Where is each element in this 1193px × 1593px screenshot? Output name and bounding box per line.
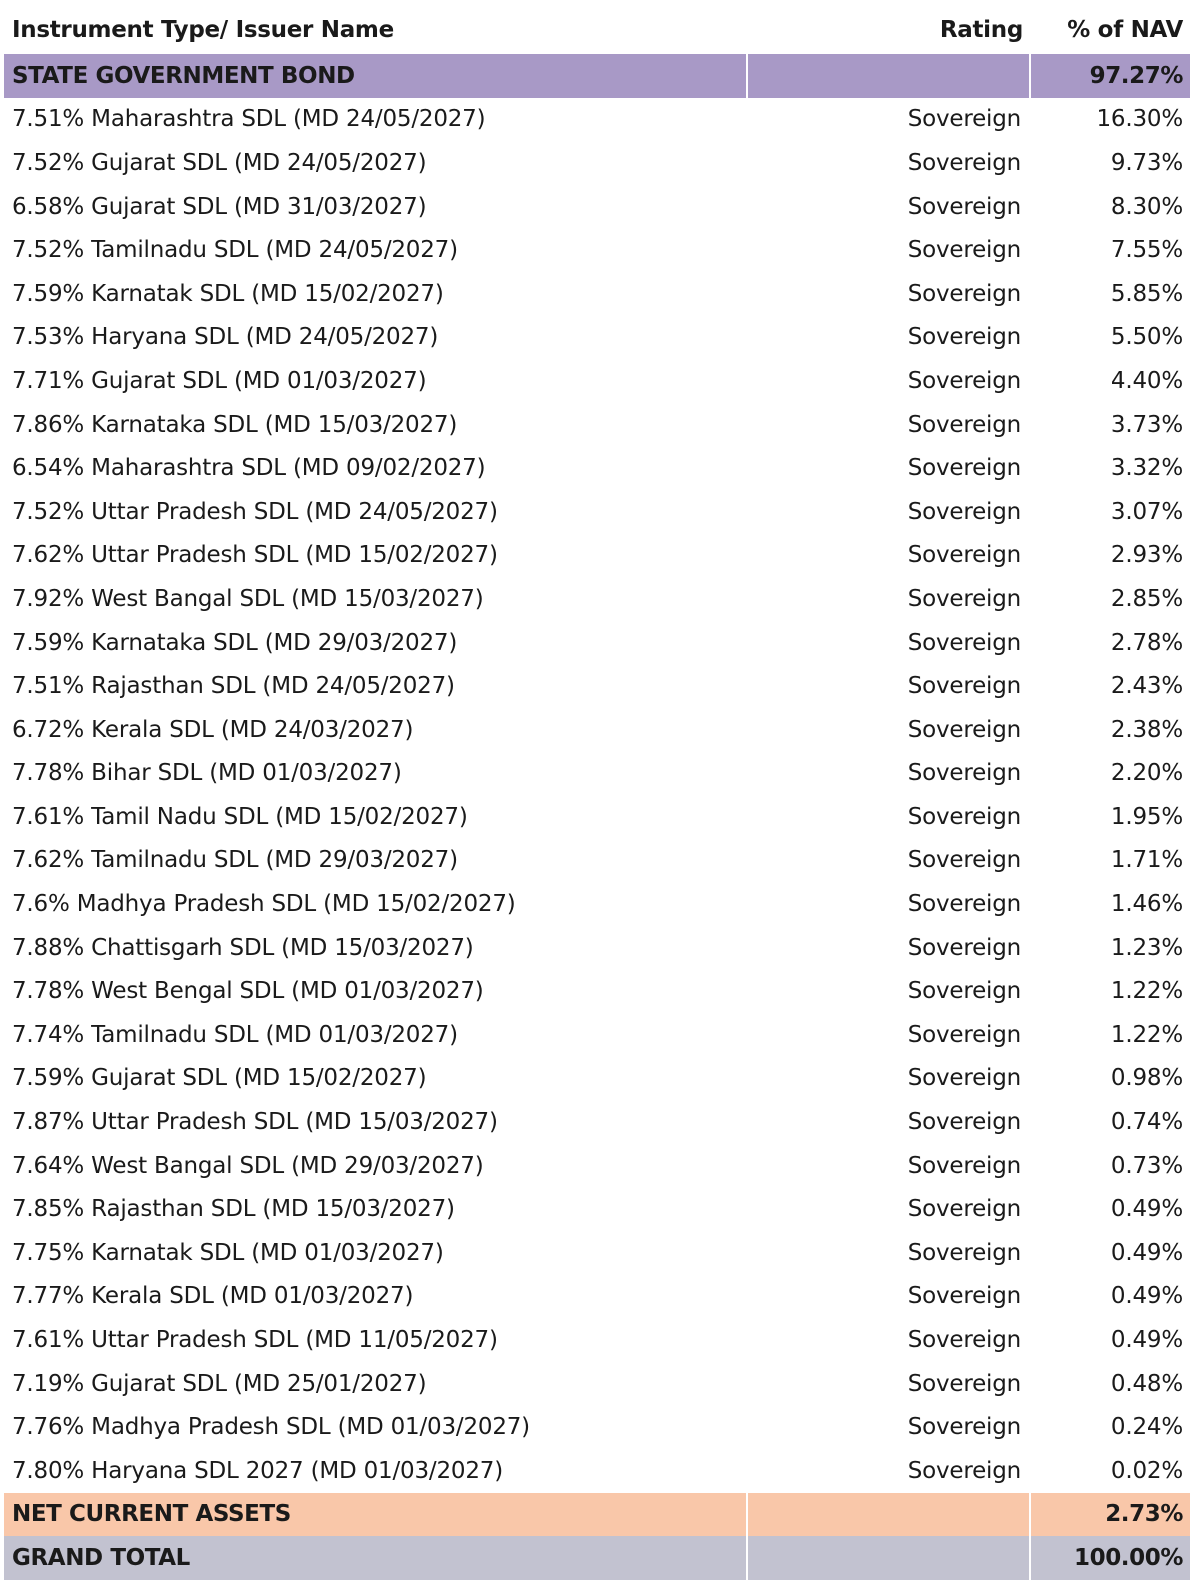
holding-nav: 1.71% <box>1110 847 1183 874</box>
holding-rating: Sovereign <box>907 585 1021 612</box>
holding-nav: 5.50% <box>1110 324 1183 351</box>
holding-nav: 1.23% <box>1110 934 1183 961</box>
holding-rating: Sovereign <box>907 498 1021 525</box>
holding-nav: 0.49% <box>1110 1327 1183 1354</box>
holding-rating: Sovereign <box>907 1196 1021 1223</box>
net-current-assets-rating <box>748 1493 1031 1537</box>
holding-rating: Sovereign <box>907 891 1021 918</box>
holding-rating: Sovereign <box>907 1021 1021 1048</box>
holding-name: 7.76% Madhya Pradesh SDL (MD 01/03/2027) <box>12 1414 530 1441</box>
holding-name: 6.58% Gujarat SDL (MD 31/03/2027) <box>12 193 427 220</box>
holding-rating: Sovereign <box>907 237 1021 264</box>
grand-total-label: GRAND TOTAL <box>4 1536 748 1580</box>
holding-name: 7.64% West Bangal SDL (MD 29/03/2027) <box>12 1152 484 1179</box>
holding-rating: Sovereign <box>907 411 1021 438</box>
table-row <box>4 403 1190 447</box>
table-row <box>4 359 1190 403</box>
holding-name: 7.51% Maharashtra SDL (MD 24/05/2027) <box>12 106 486 133</box>
holding-nav: 2.20% <box>1110 760 1183 787</box>
holding-rating: Sovereign <box>907 934 1021 961</box>
holding-name: 6.72% Kerala SDL (MD 24/03/2027) <box>12 716 414 743</box>
holding-rating: Sovereign <box>907 106 1021 133</box>
holding-nav: 0.73% <box>1110 1152 1183 1179</box>
table-row <box>4 926 1190 970</box>
holding-rating: Sovereign <box>907 455 1021 482</box>
table-row <box>4 1013 1190 1057</box>
holding-rating: Sovereign <box>907 1414 1021 1441</box>
holding-rating: Sovereign <box>907 1457 1021 1484</box>
holding-nav: 0.24% <box>1110 1414 1183 1441</box>
holding-rating: Sovereign <box>907 1065 1021 1092</box>
holding-nav: 9.73% <box>1110 149 1183 176</box>
holding-name: 7.6% Madhya Pradesh SDL (MD 15/02/2027) <box>12 891 516 918</box>
holding-name: 7.75% Karnatak SDL (MD 01/03/2027) <box>12 1239 444 1266</box>
holding-rating: Sovereign <box>907 542 1021 569</box>
table-row <box>4 1405 1190 1449</box>
holding-name: 7.53% Haryana SDL (MD 24/05/2027) <box>12 324 439 351</box>
table-row <box>4 534 1190 578</box>
table-header <box>4 5 1190 54</box>
holding-name: 7.71% Gujarat SDL (MD 01/03/2027) <box>12 367 427 394</box>
holding-name: 7.61% Uttar Pradesh SDL (MD 11/05/2027) <box>12 1327 498 1354</box>
holding-rating: Sovereign <box>907 149 1021 176</box>
holding-nav: 4.40% <box>1110 367 1183 394</box>
section-rating <box>748 54 1031 98</box>
section-nav: 97.27% <box>1089 62 1183 89</box>
holding-name: 7.85% Rajasthan SDL (MD 15/03/2027) <box>12 1196 455 1223</box>
holding-nav: 2.78% <box>1110 629 1183 656</box>
holding-name: 7.77% Kerala SDL (MD 01/03/2027) <box>12 1283 414 1310</box>
holding-nav: 0.49% <box>1110 1283 1183 1310</box>
holding-name: 7.80% Haryana SDL 2027 (MD 01/03/2027) <box>12 1457 503 1484</box>
holding-name: 6.54% Maharashtra SDL (MD 09/02/2027) <box>12 455 486 482</box>
table-row <box>4 1318 1190 1362</box>
holding-rating: Sovereign <box>907 1109 1021 1136</box>
holding-rating: Sovereign <box>907 803 1021 830</box>
grand-total-row <box>4 1536 1190 1580</box>
holding-name: 7.62% Tamilnadu SDL (MD 29/03/2027) <box>12 847 458 874</box>
holding-rating: Sovereign <box>907 367 1021 394</box>
table-row <box>4 446 1190 490</box>
holding-name: 7.62% Uttar Pradesh SDL (MD 15/02/2027) <box>12 542 498 569</box>
holding-name: 7.78% West Bengal SDL (MD 01/03/2027) <box>12 978 484 1005</box>
table-row <box>4 969 1190 1013</box>
holding-nav: 8.30% <box>1110 193 1183 220</box>
holding-rating: Sovereign <box>907 978 1021 1005</box>
holding-rating: Sovereign <box>907 1283 1021 1310</box>
table-row <box>4 577 1190 621</box>
holding-name: 7.92% West Bangal SDL (MD 15/03/2027) <box>12 585 484 612</box>
holding-name: 7.86% Karnataka SDL (MD 15/03/2027) <box>12 411 458 438</box>
table-row <box>4 1100 1190 1144</box>
holding-nav: 0.49% <box>1110 1239 1183 1266</box>
grand-total-nav: 100.00% <box>1074 1544 1183 1571</box>
table-row <box>4 708 1190 752</box>
table-row <box>4 839 1190 883</box>
holding-rating: Sovereign <box>907 1152 1021 1179</box>
table-row <box>4 1144 1190 1188</box>
net-current-assets-row <box>4 1493 1190 1537</box>
holding-rating: Sovereign <box>907 629 1021 656</box>
table-row <box>4 141 1190 185</box>
table-row <box>4 664 1190 708</box>
holding-nav: 1.22% <box>1110 978 1183 1005</box>
table-row <box>4 1362 1190 1406</box>
holding-nav: 2.38% <box>1110 716 1183 743</box>
holding-name: 7.52% Gujarat SDL (MD 24/05/2027) <box>12 149 427 176</box>
holding-name: 7.19% Gujarat SDL (MD 25/01/2027) <box>12 1370 427 1397</box>
table-row <box>4 1057 1190 1101</box>
holding-rating: Sovereign <box>907 847 1021 874</box>
holding-nav: 3.07% <box>1110 498 1183 525</box>
holding-nav: 2.43% <box>1110 673 1183 700</box>
header-percent-nav: % of NAV <box>1067 16 1183 43</box>
holding-rating: Sovereign <box>907 760 1021 787</box>
holding-name: 7.52% Tamilnadu SDL (MD 24/05/2027) <box>12 237 458 264</box>
net-current-assets-label: NET CURRENT ASSETS <box>4 1493 748 1537</box>
holding-nav: 0.74% <box>1110 1109 1183 1136</box>
section-state-government-bond <box>4 54 1190 98</box>
holding-nav: 0.48% <box>1110 1370 1183 1397</box>
holding-rating: Sovereign <box>907 673 1021 700</box>
table-row <box>4 1231 1190 1275</box>
holding-name: 7.59% Karnatak SDL (MD 15/02/2027) <box>12 280 444 307</box>
holding-name: 7.74% Tamilnadu SDL (MD 01/03/2027) <box>12 1021 458 1048</box>
holdings-list <box>4 98 1190 1493</box>
holding-nav: 2.85% <box>1110 585 1183 612</box>
holding-rating: Sovereign <box>907 1327 1021 1354</box>
table-row <box>4 490 1190 534</box>
holding-nav: 5.85% <box>1110 280 1183 307</box>
table-row <box>4 882 1190 926</box>
holding-nav: 0.02% <box>1110 1457 1183 1484</box>
holding-rating: Sovereign <box>907 280 1021 307</box>
table-row <box>4 98 1190 142</box>
holding-name: 7.59% Karnataka SDL (MD 29/03/2027) <box>12 629 458 656</box>
holding-rating: Sovereign <box>907 716 1021 743</box>
holding-name: 7.78% Bihar SDL (MD 01/03/2027) <box>12 760 402 787</box>
holding-nav: 1.95% <box>1110 803 1183 830</box>
holding-nav: 1.46% <box>1110 891 1183 918</box>
holding-name: 7.51% Rajasthan SDL (MD 24/05/2027) <box>12 673 455 700</box>
holding-name: 7.52% Uttar Pradesh SDL (MD 24/05/2027) <box>12 498 498 525</box>
holding-name: 7.59% Gujarat SDL (MD 15/02/2027) <box>12 1065 427 1092</box>
holding-nav: 3.73% <box>1110 411 1183 438</box>
holding-rating: Sovereign <box>907 324 1021 351</box>
holding-nav: 0.49% <box>1110 1196 1183 1223</box>
net-current-assets-nav: 2.73% <box>1105 1501 1183 1528</box>
holding-nav: 0.98% <box>1110 1065 1183 1092</box>
holding-nav: 3.32% <box>1110 455 1183 482</box>
holding-nav: 16.30% <box>1096 106 1183 133</box>
table-row <box>4 228 1190 272</box>
holding-nav: 1.22% <box>1110 1021 1183 1048</box>
table-row <box>4 185 1190 229</box>
header-instrument-name: Instrument Type/ Issuer Name <box>12 16 394 43</box>
table-row <box>4 272 1190 316</box>
table-row <box>4 752 1190 796</box>
table-row <box>4 1449 1190 1493</box>
holding-name: 7.88% Chattisgarh SDL (MD 15/03/2027) <box>12 934 474 961</box>
grand-total-rating <box>748 1536 1031 1580</box>
holding-rating: Sovereign <box>907 1239 1021 1266</box>
table-row <box>4 1275 1190 1319</box>
holding-name: 7.61% Tamil Nadu SDL (MD 15/02/2027) <box>12 803 468 830</box>
holding-nav: 7.55% <box>1110 237 1183 264</box>
section-name: STATE GOVERNMENT BOND <box>4 54 748 98</box>
table-row <box>4 795 1190 839</box>
table-row <box>4 1187 1190 1231</box>
holding-nav: 2.93% <box>1110 542 1183 569</box>
holding-rating: Sovereign <box>907 1370 1021 1397</box>
portfolio-holdings-table <box>4 5 1190 1580</box>
holding-rating: Sovereign <box>907 193 1021 220</box>
table-row <box>4 316 1190 360</box>
table-row <box>4 621 1190 665</box>
holding-name: 7.87% Uttar Pradesh SDL (MD 15/03/2027) <box>12 1109 498 1136</box>
header-rating: Rating <box>939 16 1023 43</box>
